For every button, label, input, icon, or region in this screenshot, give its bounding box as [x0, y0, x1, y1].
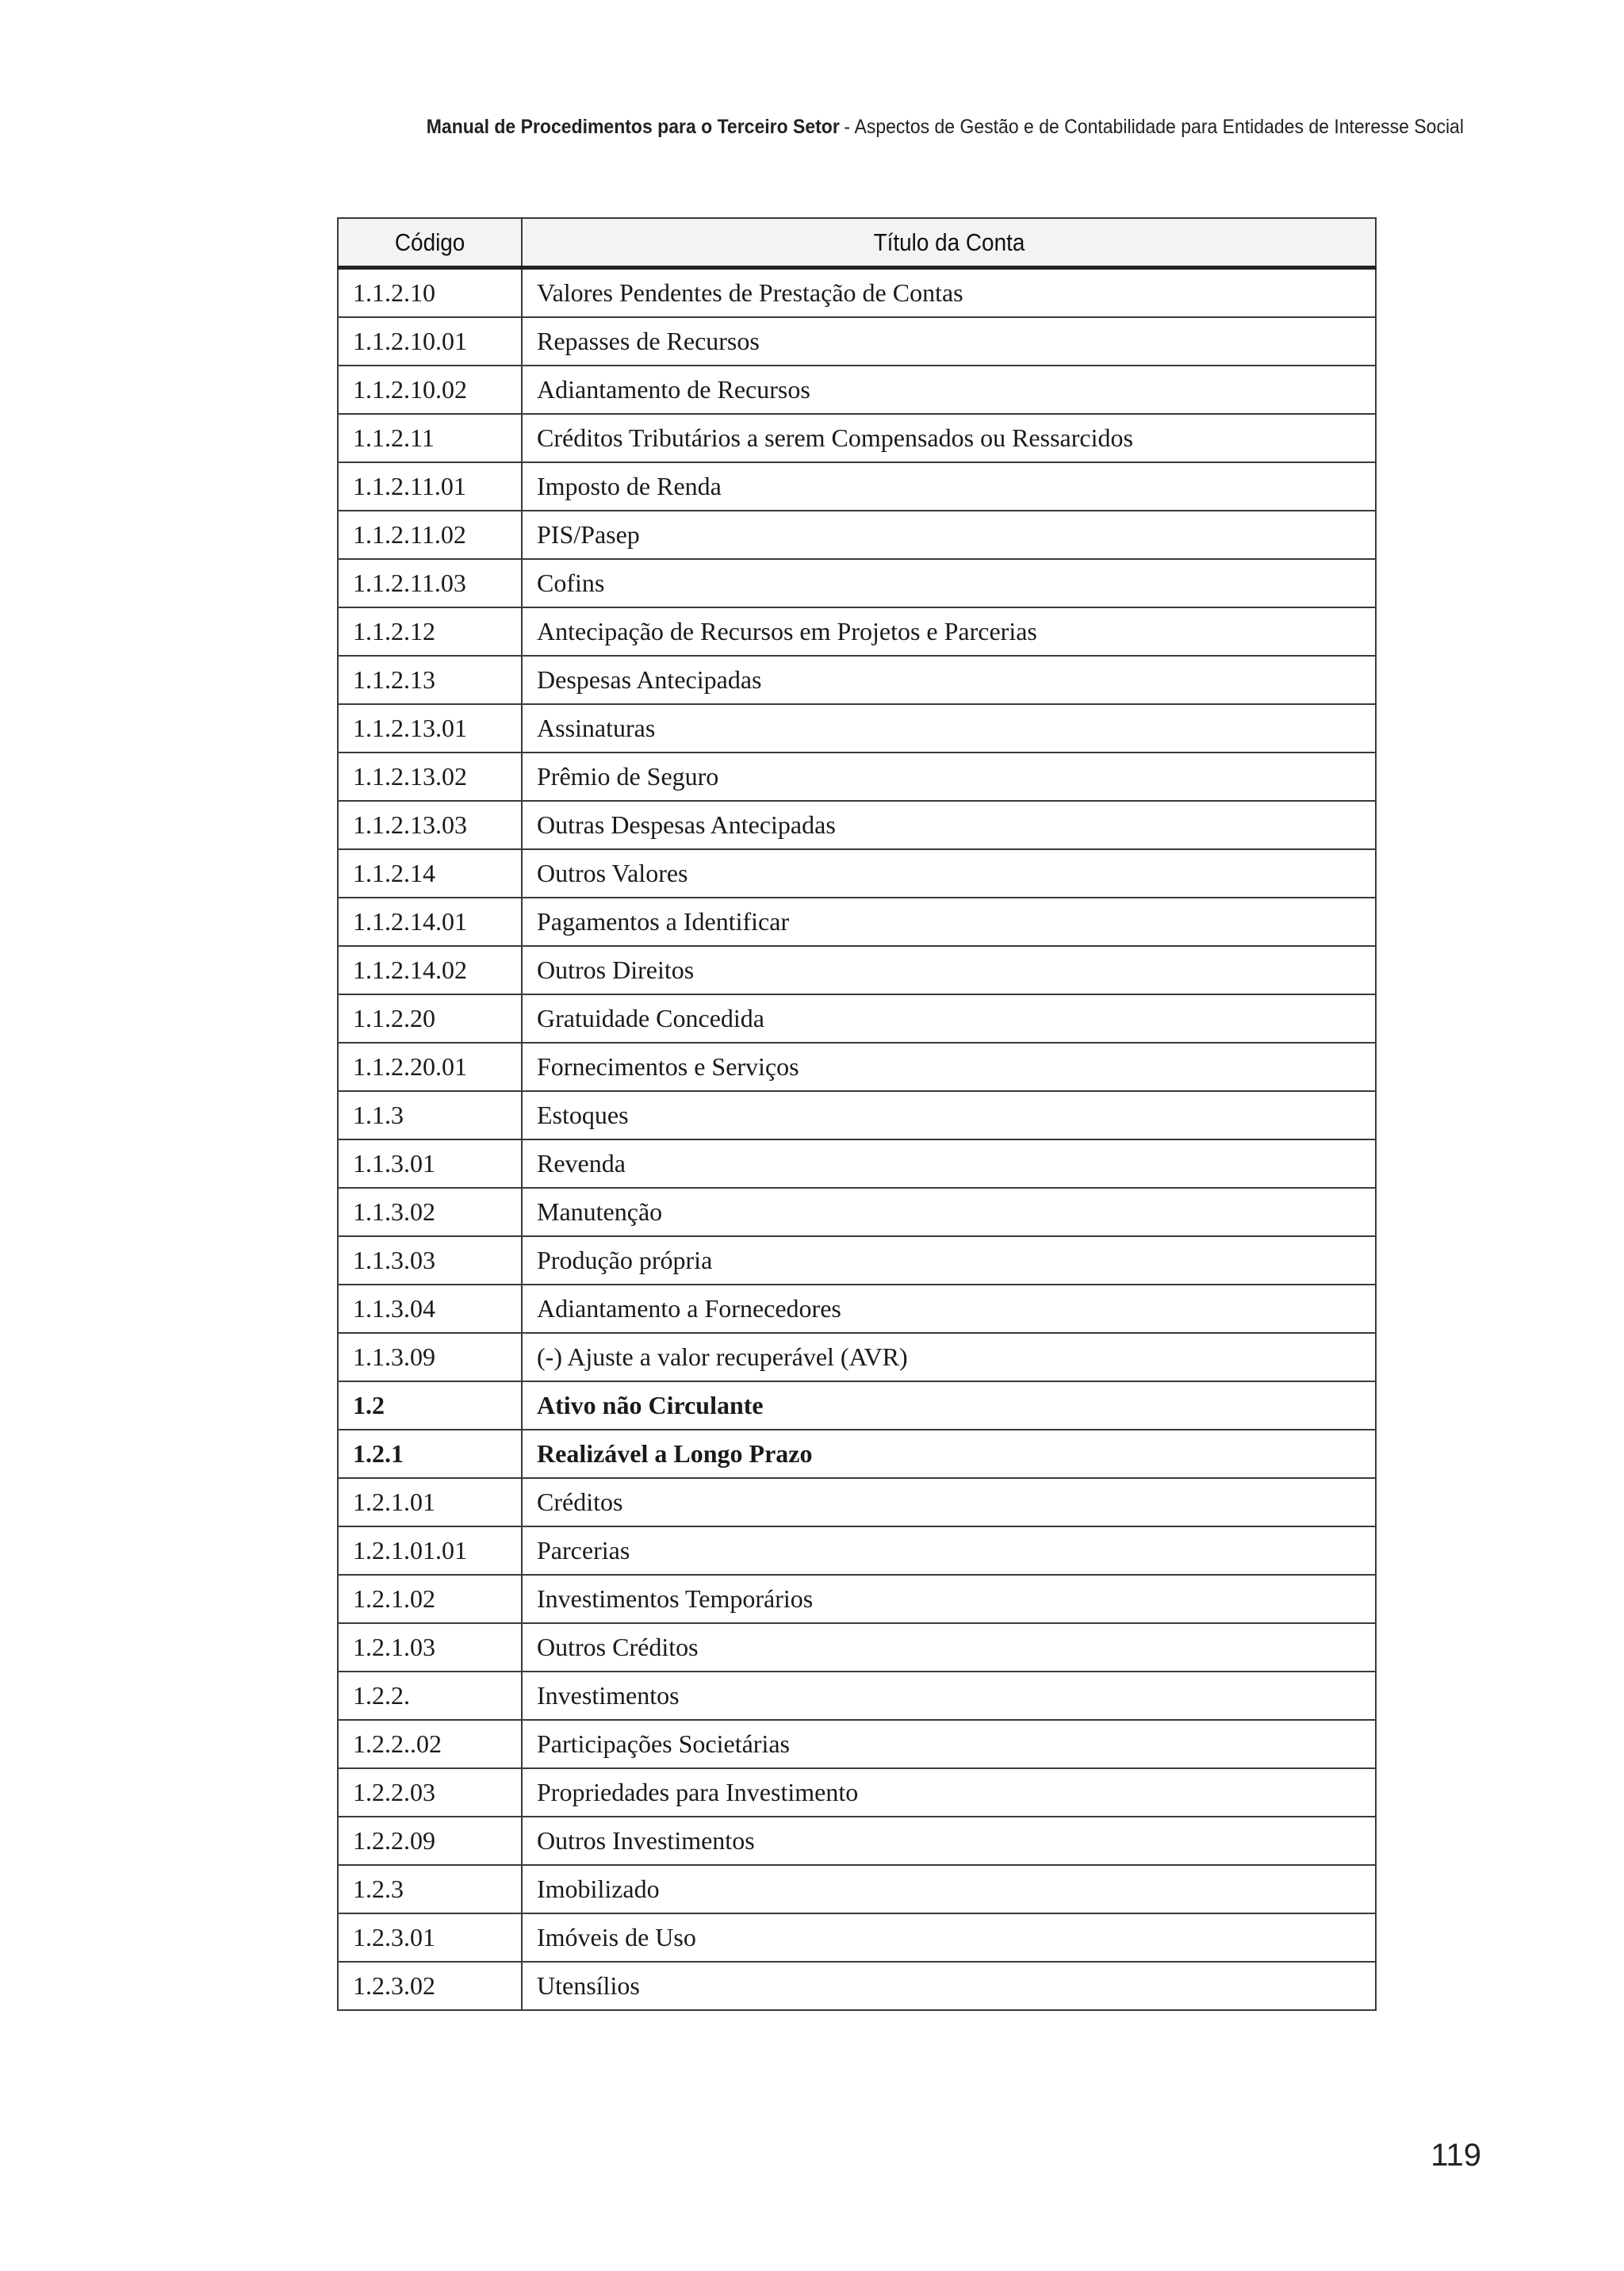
- account-title-cell: Propriedades para Investimento: [522, 1768, 1376, 1817]
- account-title-cell: Investimentos: [522, 1672, 1376, 1720]
- account-code-cell: 1.2.2.03: [338, 1768, 522, 1817]
- account-code-cell: 1.2.3.02: [338, 1962, 522, 2010]
- account-code-cell: 1.1.2.13.03: [338, 801, 522, 849]
- account-title-cell: Fornecimentos e Serviços: [522, 1043, 1376, 1091]
- table-row: [338, 656, 1376, 704]
- table-row: [338, 1091, 1376, 1139]
- table-header-row: [338, 218, 1376, 268]
- account-code-cell: 1.2.1.02: [338, 1575, 522, 1623]
- table-row: [338, 1817, 1376, 1865]
- table-row: [338, 1913, 1376, 1962]
- account-title-cell: Imóveis de Uso: [522, 1913, 1376, 1962]
- account-title-cell: Outros Direitos: [522, 946, 1376, 994]
- chart-of-accounts-table: [337, 217, 1377, 2011]
- column-header-title: Título da Conta: [522, 218, 1376, 268]
- table-row: [338, 1285, 1376, 1333]
- table-row: [338, 1865, 1376, 1913]
- account-title-cell: Estoques: [522, 1091, 1376, 1139]
- account-code-cell: 1.2.3.01: [338, 1913, 522, 1962]
- account-title-cell: Pagamentos a Identificar: [522, 898, 1376, 946]
- table-row: [338, 801, 1376, 849]
- account-title-cell: Outros Valores: [522, 849, 1376, 898]
- account-code-cell: 1.1.2.14: [338, 849, 522, 898]
- table-row: [338, 1236, 1376, 1285]
- account-code-cell: 1.1.2.13: [338, 656, 522, 704]
- table-row: [338, 511, 1376, 559]
- running-header-title: Manual de Procedimentos para o Terceiro Setor: [426, 116, 840, 138]
- account-title-cell: Créditos Tributários a serem Compensados ou Ressarcidos: [522, 414, 1376, 462]
- account-title-cell: Imposto de Renda: [522, 462, 1376, 511]
- account-title-cell: Investimentos Temporários: [522, 1575, 1376, 1623]
- running-header: [427, 116, 1464, 139]
- running-header-separator: -: [844, 116, 851, 138]
- account-title-cell: Gratuidade Concedida: [522, 994, 1376, 1043]
- account-code-cell: 1.1.2.20.01: [338, 1043, 522, 1091]
- table-row: [338, 1623, 1376, 1672]
- account-code-cell: 1.1.3.04: [338, 1285, 522, 1333]
- table-row: [338, 1962, 1376, 2010]
- account-title-cell: Valores Pendentes de Prestação de Contas: [522, 268, 1376, 318]
- account-code-cell: 1.1.3.01: [338, 1139, 522, 1188]
- account-code-cell: 1.1.2.11.03: [338, 559, 522, 607]
- account-code-cell: 1.2: [338, 1381, 522, 1430]
- table-row: [338, 317, 1376, 366]
- table-row: [338, 268, 1376, 318]
- account-code-cell: 1.1.3: [338, 1091, 522, 1139]
- table-row: [338, 559, 1376, 607]
- account-title-cell: Outros Créditos: [522, 1623, 1376, 1672]
- account-title-cell: Realizável a Longo Prazo: [522, 1430, 1376, 1478]
- account-code-cell: 1.2.3: [338, 1865, 522, 1913]
- account-title-cell: Adiantamento de Recursos: [522, 366, 1376, 414]
- account-code-cell: 1.1.2.13.01: [338, 704, 522, 753]
- account-title-cell: Cofins: [522, 559, 1376, 607]
- account-code-cell: 1.1.2.11.01: [338, 462, 522, 511]
- table-row: [338, 462, 1376, 511]
- table-row: [338, 1672, 1376, 1720]
- account-title-cell: Créditos: [522, 1478, 1376, 1526]
- table-row: [338, 607, 1376, 656]
- table-row: [338, 704, 1376, 753]
- account-title-cell: Despesas Antecipadas: [522, 656, 1376, 704]
- account-code-cell: 1.1.2.12: [338, 607, 522, 656]
- account-code-cell: 1.1.2.13.02: [338, 753, 522, 801]
- account-title-cell: Repasses de Recursos: [522, 317, 1376, 366]
- table-row: [338, 1526, 1376, 1575]
- page-number: 119: [1431, 2138, 1481, 2173]
- account-title-cell: (-) Ajuste a valor recuperável (AVR): [522, 1333, 1376, 1381]
- table-row: [338, 1768, 1376, 1817]
- account-code-cell: 1.1.2.14.02: [338, 946, 522, 994]
- account-title-cell: Adiantamento a Fornecedores: [522, 1285, 1376, 1333]
- table-row: [338, 753, 1376, 801]
- account-title-cell: Produção própria: [522, 1236, 1376, 1285]
- account-title-cell: Outras Despesas Antecipadas: [522, 801, 1376, 849]
- account-code-cell: 1.1.2.11.02: [338, 511, 522, 559]
- account-title-cell: Antecipação de Recursos em Projetos e Parcerias: [522, 607, 1376, 656]
- account-title-cell: Assinaturas: [522, 704, 1376, 753]
- account-title-cell: Utensílios: [522, 1962, 1376, 2010]
- account-title-cell: Ativo não Circulante: [522, 1381, 1376, 1430]
- account-code-cell: 1.2.2.: [338, 1672, 522, 1720]
- table-row: [338, 1188, 1376, 1236]
- table-row: [338, 994, 1376, 1043]
- account-code-cell: 1.1.2.20: [338, 994, 522, 1043]
- account-title-cell: Revenda: [522, 1139, 1376, 1188]
- account-code-cell: 1.1.2.10: [338, 268, 522, 318]
- account-code-cell: 1.1.2.10.02: [338, 366, 522, 414]
- account-title-cell: Parcerias: [522, 1526, 1376, 1575]
- account-code-cell: 1.2.1: [338, 1430, 522, 1478]
- account-code-cell: 1.2.1.01: [338, 1478, 522, 1526]
- account-title-cell: Participações Societárias: [522, 1720, 1376, 1768]
- account-title-cell: Prêmio de Seguro: [522, 753, 1376, 801]
- account-code-cell: 1.1.2.11: [338, 414, 522, 462]
- table-row: [338, 1381, 1376, 1430]
- table-row: [338, 1430, 1376, 1478]
- account-title-cell: Imobilizado: [522, 1865, 1376, 1913]
- account-code-cell: 1.1.2.14.01: [338, 898, 522, 946]
- table-row: [338, 1043, 1376, 1091]
- table-body: [338, 268, 1376, 2011]
- account-code-cell: 1.2.1.03: [338, 1623, 522, 1672]
- table-row: [338, 414, 1376, 462]
- account-title-cell: Manutenção: [522, 1188, 1376, 1236]
- account-code-cell: 1.2.2..02: [338, 1720, 522, 1768]
- table-row: [338, 1575, 1376, 1623]
- account-code-cell: 1.1.2.10.01: [338, 317, 522, 366]
- column-header-code: Código: [338, 218, 522, 268]
- account-code-cell: 1.1.3.09: [338, 1333, 522, 1381]
- table-row: [338, 1139, 1376, 1188]
- table-row: [338, 1720, 1376, 1768]
- table-row: [338, 898, 1376, 946]
- account-code-cell: 1.1.3.02: [338, 1188, 522, 1236]
- account-code-cell: 1.2.2.09: [338, 1817, 522, 1865]
- account-title-cell: Outros Investimentos: [522, 1817, 1376, 1865]
- account-code-cell: 1.2.1.01.01: [338, 1526, 522, 1575]
- account-title-cell: PIS/Pasep: [522, 511, 1376, 559]
- table-row: [338, 849, 1376, 898]
- account-code-cell: 1.1.3.03: [338, 1236, 522, 1285]
- table-row: [338, 1333, 1376, 1381]
- table-row: [338, 366, 1376, 414]
- table-row: [338, 946, 1376, 994]
- running-header-subtitle: Aspectos de Gestão e de Contabilidade para Entidades de Interesse Social: [854, 116, 1464, 138]
- table-row: [338, 1478, 1376, 1526]
